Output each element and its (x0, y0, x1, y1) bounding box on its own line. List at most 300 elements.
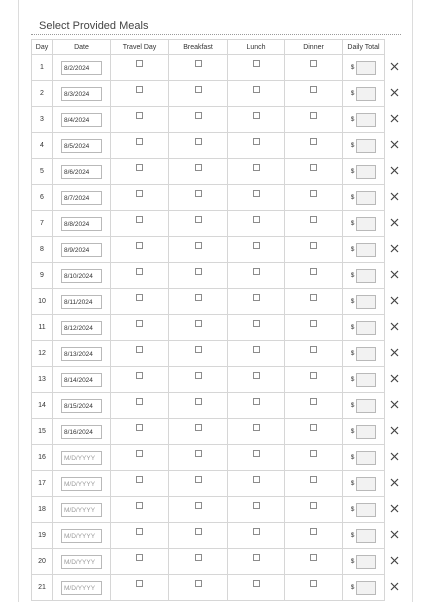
breakfast-cell (169, 523, 228, 549)
table-row (32, 159, 402, 185)
table-row (32, 549, 402, 575)
daily-total-cell (343, 497, 385, 523)
breakfast-checkbox[interactable] (195, 138, 202, 145)
lunch-checkbox[interactable] (253, 190, 260, 197)
lunch-checkbox[interactable] (253, 294, 260, 301)
breakfast-checkbox[interactable] (195, 216, 202, 223)
breakfast-checkbox[interactable] (195, 112, 202, 119)
close-icon (390, 530, 402, 539)
breakfast-cell (169, 159, 228, 185)
lunch-checkbox[interactable] (253, 502, 260, 509)
travel-day-cell (111, 445, 169, 471)
travel-day-checkbox[interactable] (136, 190, 143, 197)
date-cell (53, 237, 111, 263)
day-number: 1 (32, 55, 53, 81)
lunch-cell (228, 367, 285, 393)
breakfast-checkbox[interactable] (195, 580, 202, 587)
close-icon (390, 452, 402, 461)
day-number: 5 (32, 159, 53, 185)
breakfast-checkbox[interactable] (195, 242, 202, 249)
date-input[interactable]: M/D/YYYY (61, 581, 102, 595)
lunch-cell (228, 341, 285, 367)
lunch-checkbox[interactable] (253, 216, 260, 223)
dinner-checkbox[interactable] (310, 346, 317, 353)
day-number: 8 (32, 237, 53, 263)
dinner-checkbox[interactable] (310, 138, 317, 145)
daily-total-input[interactable] (356, 503, 376, 517)
remove-row-button[interactable] (390, 374, 402, 386)
dinner-cell (285, 523, 343, 549)
daily-total-input[interactable] (356, 347, 376, 361)
breakfast-checkbox[interactable] (195, 346, 202, 353)
lunch-cell (228, 159, 285, 185)
date-input[interactable]: 8/3/2024 (61, 87, 102, 101)
date-input[interactable]: M/D/YYYY (61, 477, 102, 491)
lunch-checkbox[interactable] (253, 138, 260, 145)
travel-day-cell (111, 315, 169, 341)
day-number: 16 (32, 445, 53, 471)
daily-total-cell (343, 393, 385, 419)
daily-total-input[interactable] (356, 87, 376, 101)
breakfast-checkbox[interactable] (195, 450, 202, 457)
currency-symbol: $ (350, 90, 355, 97)
breakfast-checkbox[interactable] (195, 294, 202, 301)
close-icon (390, 374, 402, 383)
breakfast-cell (169, 81, 228, 107)
breakfast-checkbox[interactable] (195, 476, 202, 483)
breakfast-cell (169, 393, 228, 419)
currency-symbol: $ (350, 246, 355, 253)
dinner-checkbox[interactable] (310, 554, 317, 561)
travel-day-checkbox[interactable] (136, 450, 143, 457)
lunch-checkbox[interactable] (253, 112, 260, 119)
remove-cell (385, 289, 402, 315)
lunch-checkbox[interactable] (253, 86, 260, 93)
currency-symbol: $ (350, 506, 355, 513)
remove-row-button[interactable] (390, 140, 402, 152)
remove-row-button[interactable] (390, 114, 402, 126)
date-cell (53, 289, 111, 315)
travel-day-cell (111, 471, 169, 497)
date-input[interactable]: 8/7/2024 (61, 191, 102, 205)
dinner-checkbox[interactable] (310, 164, 317, 171)
dinner-checkbox[interactable] (310, 398, 317, 405)
dinner-checkbox[interactable] (310, 86, 317, 93)
date-input[interactable]: 8/8/2024 (61, 217, 102, 231)
dinner-checkbox[interactable] (310, 528, 317, 535)
currency-symbol: $ (350, 428, 355, 435)
breakfast-checkbox[interactable] (195, 424, 202, 431)
breakfast-checkbox[interactable] (195, 190, 202, 197)
dinner-cell (285, 341, 343, 367)
date-input[interactable]: M/D/YYYY (61, 529, 102, 543)
remove-cell (385, 367, 402, 393)
travel-day-cell (111, 159, 169, 185)
lunch-checkbox[interactable] (253, 60, 260, 67)
daily-total-input[interactable] (356, 165, 376, 179)
travel-day-cell (111, 81, 169, 107)
header-dinner: Dinner (285, 40, 343, 55)
travel-day-cell (111, 523, 169, 549)
breakfast-checkbox[interactable] (195, 320, 202, 327)
lunch-checkbox[interactable] (253, 424, 260, 431)
currency-symbol: $ (350, 376, 355, 383)
section-title: Select Provided Meals (31, 14, 401, 35)
remove-cell (385, 211, 402, 237)
remove-row-button[interactable] (390, 218, 402, 230)
travel-day-checkbox[interactable] (136, 164, 143, 171)
date-input[interactable]: M/D/YYYY (61, 555, 102, 569)
daily-total-cell (343, 263, 385, 289)
close-icon (390, 322, 402, 331)
travel-day-checkbox[interactable] (136, 502, 143, 509)
dinner-cell (285, 211, 343, 237)
travel-day-cell (111, 419, 169, 445)
lunch-cell (228, 289, 285, 315)
travel-day-cell (111, 367, 169, 393)
remove-row-button[interactable] (390, 192, 402, 204)
lunch-checkbox[interactable] (253, 268, 260, 275)
date-cell (53, 575, 111, 601)
remove-row-button[interactable] (390, 582, 402, 594)
currency-symbol: $ (350, 194, 355, 201)
daily-total-cell (343, 289, 385, 315)
travel-day-cell (111, 393, 169, 419)
daily-total-input[interactable] (356, 243, 376, 257)
day-number: 12 (32, 341, 53, 367)
day-number: 11 (32, 315, 53, 341)
lunch-checkbox[interactable] (253, 528, 260, 535)
daily-total-input[interactable] (356, 425, 376, 439)
remove-cell (385, 159, 402, 185)
dinner-checkbox[interactable] (310, 294, 317, 301)
date-cell (53, 81, 111, 107)
currency-symbol: $ (350, 454, 355, 461)
date-input[interactable]: 8/16/2024 (61, 425, 102, 439)
daily-total-cell (343, 315, 385, 341)
breakfast-checkbox[interactable] (195, 372, 202, 379)
dinner-checkbox[interactable] (310, 580, 317, 587)
date-input[interactable]: 8/13/2024 (61, 347, 102, 361)
lunch-checkbox[interactable] (253, 320, 260, 327)
breakfast-cell (169, 185, 228, 211)
date-input[interactable]: 8/5/2024 (61, 139, 102, 153)
lunch-cell (228, 55, 285, 81)
date-input[interactable]: 8/4/2024 (61, 113, 102, 127)
header-day: Day (32, 40, 53, 55)
table-row (32, 523, 402, 549)
date-input[interactable]: 8/10/2024 (61, 269, 102, 283)
daily-total-cell (343, 471, 385, 497)
date-cell (53, 419, 111, 445)
daily-total-input[interactable] (356, 217, 376, 231)
daily-total-cell (343, 159, 385, 185)
close-icon (390, 478, 402, 487)
date-cell (53, 471, 111, 497)
currency-symbol: $ (350, 116, 355, 123)
lunch-checkbox[interactable] (253, 346, 260, 353)
date-input[interactable]: 8/15/2024 (61, 399, 102, 413)
header-date: Date (53, 40, 111, 55)
dinner-checkbox[interactable] (310, 450, 317, 457)
remove-row-button[interactable] (390, 270, 402, 282)
remove-cell (385, 471, 402, 497)
breakfast-cell (169, 575, 228, 601)
remove-cell (385, 81, 402, 107)
date-input[interactable]: 8/11/2024 (61, 295, 102, 309)
daily-total-input[interactable] (356, 191, 376, 205)
travel-day-checkbox[interactable] (136, 580, 143, 587)
header-daily-total: Daily Total (343, 40, 385, 55)
lunch-checkbox[interactable] (253, 164, 260, 171)
daily-total-input[interactable] (356, 139, 376, 153)
breakfast-checkbox[interactable] (195, 268, 202, 275)
remove-row-button[interactable] (390, 88, 402, 100)
daily-total-cell (343, 237, 385, 263)
breakfast-checkbox[interactable] (195, 86, 202, 93)
dinner-cell (285, 55, 343, 81)
dinner-cell (285, 419, 343, 445)
travel-day-cell (111, 107, 169, 133)
remove-cell (385, 341, 402, 367)
dinner-checkbox[interactable] (310, 268, 317, 275)
date-cell (53, 341, 111, 367)
table-row (32, 185, 402, 211)
dinner-checkbox[interactable] (310, 60, 317, 67)
breakfast-cell (169, 55, 228, 81)
daily-total-input[interactable] (356, 373, 376, 387)
daily-total-input[interactable] (356, 295, 376, 309)
lunch-checkbox[interactable] (253, 450, 260, 457)
table-row (32, 55, 402, 81)
daily-total-input[interactable] (356, 113, 376, 127)
currency-symbol: $ (350, 272, 355, 279)
close-icon (390, 192, 402, 201)
table-row (32, 289, 402, 315)
breakfast-cell (169, 367, 228, 393)
lunch-checkbox[interactable] (253, 372, 260, 379)
day-number: 6 (32, 185, 53, 211)
date-input[interactable]: 8/12/2024 (61, 321, 102, 335)
lunch-cell (228, 393, 285, 419)
lunch-checkbox[interactable] (253, 580, 260, 587)
daily-total-input[interactable] (356, 321, 376, 335)
lunch-checkbox[interactable] (253, 554, 260, 561)
close-icon (390, 218, 402, 227)
lunch-checkbox[interactable] (253, 476, 260, 483)
date-input[interactable]: 8/14/2024 (61, 373, 102, 387)
date-cell (53, 133, 111, 159)
currency-symbol: $ (350, 480, 355, 487)
daily-total-input[interactable] (356, 529, 376, 543)
remove-row-button[interactable] (390, 426, 402, 438)
lunch-cell (228, 471, 285, 497)
travel-day-cell (111, 211, 169, 237)
breakfast-checkbox[interactable] (195, 398, 202, 405)
remove-row-button[interactable] (390, 530, 402, 542)
day-number: 20 (32, 549, 53, 575)
travel-day-checkbox[interactable] (136, 346, 143, 353)
breakfast-cell (169, 471, 228, 497)
travel-day-checkbox[interactable] (136, 216, 143, 223)
lunch-cell (228, 549, 285, 575)
dinner-checkbox[interactable] (310, 242, 317, 249)
remove-row-button[interactable] (390, 166, 402, 178)
remove-row-button[interactable] (390, 244, 402, 256)
daily-total-input[interactable] (356, 581, 376, 595)
breakfast-checkbox[interactable] (195, 502, 202, 509)
lunch-checkbox[interactable] (253, 398, 260, 405)
breakfast-cell (169, 445, 228, 471)
date-cell (53, 393, 111, 419)
travel-day-cell (111, 237, 169, 263)
travel-day-checkbox[interactable] (136, 528, 143, 535)
provided-meals-panel (31, 14, 401, 601)
date-input[interactable]: 8/2/2024 (61, 61, 102, 75)
table-row (32, 497, 402, 523)
breakfast-cell (169, 133, 228, 159)
dinner-cell (285, 81, 343, 107)
meals-table-body (32, 55, 402, 601)
breakfast-cell (169, 341, 228, 367)
travel-day-checkbox[interactable] (136, 242, 143, 249)
breakfast-cell (169, 419, 228, 445)
travel-day-cell (111, 289, 169, 315)
close-icon (390, 62, 402, 71)
dinner-checkbox[interactable] (310, 372, 317, 379)
remove-row-button[interactable] (390, 556, 402, 568)
table-row (32, 315, 402, 341)
dinner-cell (285, 393, 343, 419)
day-number: 13 (32, 367, 53, 393)
lunch-checkbox[interactable] (253, 242, 260, 249)
daily-total-cell (343, 341, 385, 367)
dinner-cell (285, 367, 343, 393)
currency-symbol: $ (350, 220, 355, 227)
day-number: 15 (32, 419, 53, 445)
date-cell (53, 445, 111, 471)
close-icon (390, 426, 402, 435)
remove-row-button[interactable] (390, 62, 402, 74)
daily-total-input[interactable] (356, 555, 376, 569)
remove-row-button[interactable] (390, 296, 402, 308)
day-number: 21 (32, 575, 53, 601)
daily-total-input[interactable] (356, 269, 376, 283)
date-input[interactable]: M/D/YYYY (61, 451, 102, 465)
date-input[interactable]: 8/9/2024 (61, 243, 102, 257)
dinner-checkbox[interactable] (310, 216, 317, 223)
breakfast-checkbox[interactable] (195, 528, 202, 535)
lunch-cell (228, 237, 285, 263)
lunch-cell (228, 497, 285, 523)
travel-day-checkbox[interactable] (136, 320, 143, 327)
travel-day-checkbox[interactable] (136, 424, 143, 431)
travel-day-checkbox[interactable] (136, 60, 143, 67)
date-cell (53, 315, 111, 341)
dinner-cell (285, 107, 343, 133)
header-remove-spacer (385, 40, 402, 55)
daily-total-input[interactable] (356, 477, 376, 491)
travel-day-cell (111, 497, 169, 523)
date-cell (53, 549, 111, 575)
remove-cell (385, 523, 402, 549)
table-row (32, 263, 402, 289)
remove-row-button[interactable] (390, 322, 402, 334)
dinner-cell (285, 497, 343, 523)
daily-total-cell (343, 81, 385, 107)
remove-cell (385, 133, 402, 159)
dinner-checkbox[interactable] (310, 502, 317, 509)
travel-day-checkbox[interactable] (136, 294, 143, 301)
travel-day-checkbox[interactable] (136, 372, 143, 379)
close-icon (390, 556, 402, 565)
remove-row-button[interactable] (390, 504, 402, 516)
breakfast-checkbox[interactable] (195, 60, 202, 67)
dinner-checkbox[interactable] (310, 476, 317, 483)
dinner-checkbox[interactable] (310, 190, 317, 197)
travel-day-checkbox[interactable] (136, 268, 143, 275)
date-cell (53, 497, 111, 523)
table-row (32, 445, 402, 471)
breakfast-cell (169, 289, 228, 315)
lunch-cell (228, 575, 285, 601)
daily-total-input[interactable] (356, 451, 376, 465)
breakfast-checkbox[interactable] (195, 554, 202, 561)
travel-day-checkbox[interactable] (136, 554, 143, 561)
date-input[interactable]: M/D/YYYY (61, 503, 102, 517)
dinner-cell (285, 159, 343, 185)
dinner-cell (285, 185, 343, 211)
lunch-cell (228, 263, 285, 289)
dinner-checkbox[interactable] (310, 320, 317, 327)
lunch-cell (228, 445, 285, 471)
table-row (32, 575, 402, 601)
dinner-cell (285, 237, 343, 263)
day-number: 14 (32, 393, 53, 419)
remove-row-button[interactable] (390, 348, 402, 360)
dinner-checkbox[interactable] (310, 424, 317, 431)
date-cell (53, 55, 111, 81)
table-row (32, 81, 402, 107)
date-cell (53, 159, 111, 185)
breakfast-cell (169, 107, 228, 133)
remove-row-button[interactable] (390, 400, 402, 412)
travel-day-checkbox[interactable] (136, 398, 143, 405)
travel-day-checkbox[interactable] (136, 476, 143, 483)
close-icon (390, 114, 402, 123)
daily-total-input[interactable] (356, 61, 376, 75)
dinner-checkbox[interactable] (310, 112, 317, 119)
travel-day-checkbox[interactable] (136, 112, 143, 119)
close-icon (390, 582, 402, 591)
breakfast-checkbox[interactable] (195, 164, 202, 171)
daily-total-cell (343, 549, 385, 575)
dinner-cell (285, 549, 343, 575)
travel-day-checkbox[interactable] (136, 86, 143, 93)
remove-row-button[interactable] (390, 452, 402, 464)
date-input[interactable]: 8/6/2024 (61, 165, 102, 179)
remove-row-button[interactable] (390, 478, 402, 490)
remove-cell (385, 497, 402, 523)
daily-total-cell (343, 367, 385, 393)
lunch-cell (228, 81, 285, 107)
travel-day-cell (111, 185, 169, 211)
dinner-cell (285, 315, 343, 341)
daily-total-input[interactable] (356, 399, 376, 413)
travel-day-cell (111, 549, 169, 575)
lunch-cell (228, 523, 285, 549)
travel-day-checkbox[interactable] (136, 138, 143, 145)
